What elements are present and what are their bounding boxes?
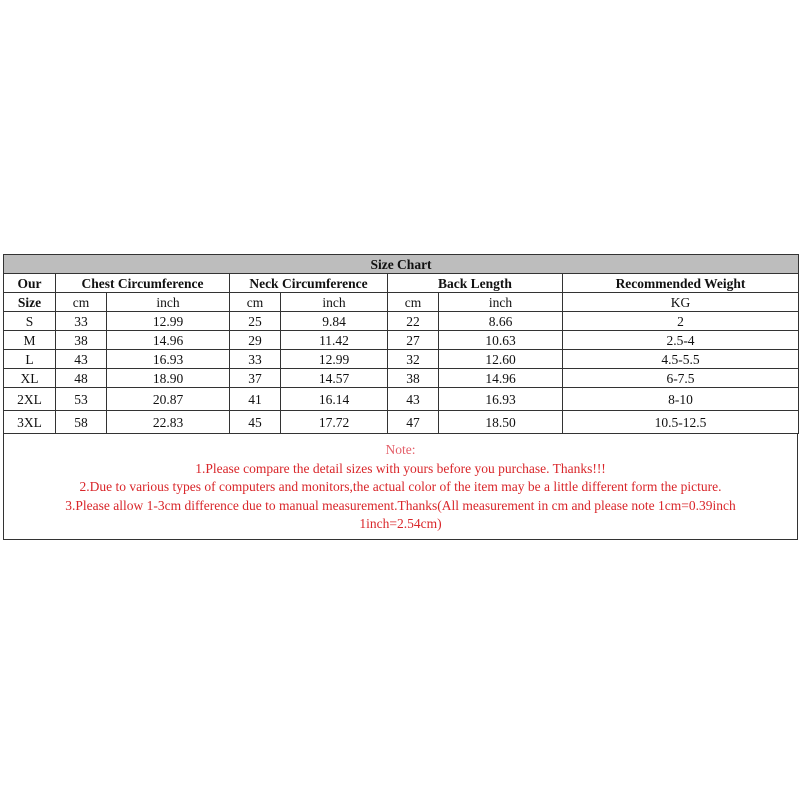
note-heading: Note: [385, 442, 416, 457]
size-chart [3, 254, 798, 540]
weight-cell: 2 [563, 312, 799, 331]
back-cm-cell: 27 [388, 331, 439, 350]
neck-inch-cell: 12.99 [281, 350, 388, 369]
back-cm-cell: 47 [388, 411, 439, 434]
back-inch-cell: 14.96 [439, 369, 563, 388]
chest-inch-cell: 20.87 [107, 388, 230, 411]
unit-neck-inch: inch [281, 293, 388, 312]
table-row [4, 411, 799, 434]
chest-cm-cell: 48 [56, 369, 107, 388]
chart-title: Size Chart [4, 255, 799, 274]
table-row [4, 388, 799, 411]
size-cell: S [4, 312, 56, 331]
back-inch-cell: 16.93 [439, 388, 563, 411]
chest-header: Chest Circumference [56, 274, 230, 293]
weight-header: Recommended Weight [563, 274, 799, 293]
size-cell: M [4, 331, 56, 350]
size-cell: XL [4, 369, 56, 388]
neck-cm-cell: 41 [230, 388, 281, 411]
neck-cm-cell: 37 [230, 369, 281, 388]
neck-cm-cell: 25 [230, 312, 281, 331]
our-size-header-2: Size [4, 293, 56, 312]
chest-cm-cell: 33 [56, 312, 107, 331]
size-cell: L [4, 350, 56, 369]
chest-cm-cell: 38 [56, 331, 107, 350]
neck-inch-cell: 11.42 [281, 331, 388, 350]
neck-inch-cell: 14.57 [281, 369, 388, 388]
neck-cm-cell: 45 [230, 411, 281, 434]
back-cm-cell: 22 [388, 312, 439, 331]
back-inch-cell: 8.66 [439, 312, 563, 331]
notes-box [3, 434, 798, 540]
neck-inch-cell: 17.72 [281, 411, 388, 434]
weight-cell: 10.5-12.5 [563, 411, 799, 434]
note-line-1: 1.Please compare the detail sizes with yours before you purchase. Thanks!!! [195, 460, 606, 476]
neck-cm-cell: 33 [230, 350, 281, 369]
chest-cm-cell: 58 [56, 411, 107, 434]
note-line-3: 3.Please allow 1-3cm difference due to manual measurement.Thanks(All measurement in cm and please note 1cm=0.39inch [65, 497, 736, 513]
table-row [4, 350, 799, 369]
back-cm-cell: 32 [388, 350, 439, 369]
our-size-header: Our [4, 274, 56, 293]
back-inch-cell: 10.63 [439, 331, 563, 350]
unit-back-inch: inch [439, 293, 563, 312]
weight-cell: 2.5-4 [563, 331, 799, 350]
neck-header: Neck Circumference [230, 274, 388, 293]
unit-neck-cm: cm [230, 293, 281, 312]
unit-chest-inch: inch [107, 293, 230, 312]
back-length-header: Back Length [388, 274, 563, 293]
chest-cm-cell: 53 [56, 388, 107, 411]
back-cm-cell: 38 [388, 369, 439, 388]
unit-back-cm: cm [388, 293, 439, 312]
chest-inch-cell: 16.93 [107, 350, 230, 369]
back-cm-cell: 43 [388, 388, 439, 411]
note-line-3-continued: 1inch=2.54cm) [359, 516, 442, 531]
chest-inch-cell: 22.83 [107, 411, 230, 434]
neck-inch-cell: 16.14 [281, 388, 388, 411]
table-row [4, 369, 799, 388]
weight-cell: 4.5-5.5 [563, 350, 799, 369]
back-inch-cell: 12.60 [439, 350, 563, 369]
weight-cell: 8-10 [563, 388, 799, 411]
chest-inch-cell: 18.90 [107, 369, 230, 388]
size-table [3, 254, 799, 434]
note-line-2: 2.Due to various types of computers and monitors,the actual color of the item may be a little different form the picture. [79, 479, 722, 494]
neck-cm-cell: 29 [230, 331, 281, 350]
back-inch-cell: 18.50 [439, 411, 563, 434]
neck-inch-cell: 9.84 [281, 312, 388, 331]
unit-chest-cm: cm [56, 293, 107, 312]
weight-cell: 6-7.5 [563, 369, 799, 388]
table-row [4, 331, 799, 350]
table-row [4, 312, 799, 331]
size-cell: 2XL [4, 388, 56, 411]
chest-inch-cell: 12.99 [107, 312, 230, 331]
chest-inch-cell: 14.96 [107, 331, 230, 350]
chest-cm-cell: 43 [56, 350, 107, 369]
size-cell: 3XL [4, 411, 56, 434]
unit-weight-kg: KG [563, 293, 799, 312]
